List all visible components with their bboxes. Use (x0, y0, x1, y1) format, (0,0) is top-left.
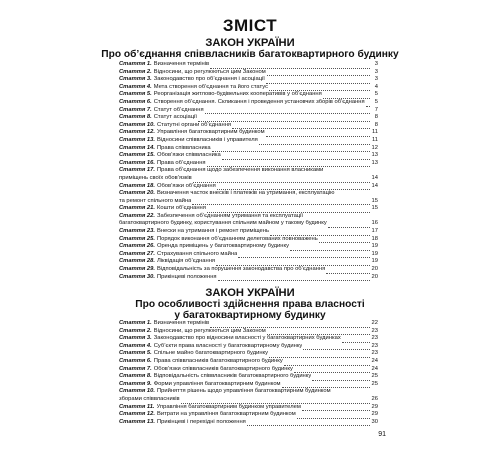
page-ref: 3 (374, 68, 378, 75)
page-ref: 19 (371, 243, 378, 250)
page-ref: 22 (371, 320, 378, 326)
article-title: Відносини, що регулюються цим Законом (153, 68, 266, 75)
article-number: Стаття 16. (119, 159, 155, 166)
toc-entry-line (119, 175, 378, 183)
toc-entry (119, 183, 378, 191)
toc-entry (119, 411, 378, 419)
article-title: Обов’язки співвласників багатоквартирного будинку (153, 365, 293, 372)
toc-entry (119, 167, 378, 182)
article-title-continued: та ремонт спільного майна (119, 197, 192, 204)
dot-leader (266, 78, 370, 84)
article-number: Стаття 1. (119, 61, 152, 67)
page-ref: 14 (371, 174, 378, 181)
dot-leader (218, 275, 370, 281)
toc-entry (119, 243, 378, 251)
article-number: Стаття 9. (119, 380, 152, 387)
article-number: Стаття 22. (119, 212, 155, 219)
dot-leader (342, 337, 370, 343)
toc-entry (119, 91, 378, 99)
article-title: Забезпечення об’єднанням утримання та експлуатації (156, 212, 304, 219)
article-title: Суб’єкти права власності у багатоквартирному будинку (153, 342, 303, 349)
page-ref: 5 (374, 91, 378, 98)
article-title: Створення об’єднання. Скликання і проведення установчих зборів об’єднання (153, 98, 365, 105)
page-ref: 13 (371, 159, 378, 166)
dot-leader (247, 420, 370, 426)
page-ref: 15 (371, 197, 378, 204)
page-ref: 23 (371, 342, 378, 349)
article-title: Управління багатоквартирним будинком (156, 129, 265, 136)
toc-entry (119, 61, 378, 69)
page-ref: 11 (371, 129, 378, 136)
page-ref: 25 (371, 373, 378, 380)
dot-leader (319, 237, 370, 243)
law1-subtitle: Про об’єднання співвласників багатоквартирного будинку (101, 49, 399, 60)
toc-entry (119, 190, 378, 205)
page-ref: 8 (374, 114, 378, 121)
law2-header (40, 288, 460, 321)
page-ref: 17 (371, 228, 378, 235)
article-title: Спільне майно багатоквартирного будинку (153, 350, 269, 357)
article-number: Стаття 1. (119, 320, 152, 326)
toc-entry (119, 205, 378, 213)
toc-entry (119, 114, 378, 122)
page-ref: 25 (371, 380, 378, 387)
dot-leader (297, 413, 370, 419)
article-title: Визначення часток внесків і платежів на утримання, експлуатацію (156, 190, 335, 197)
toc-entry (119, 258, 378, 266)
toc-entry (119, 160, 378, 168)
dot-leader (238, 252, 370, 258)
toc-entry (119, 69, 378, 77)
toc-entry (119, 145, 378, 153)
law2-subtitle: Про особливості здійснення права власності (135, 299, 365, 310)
page-ref: 16 (371, 220, 378, 227)
toc-entry-line (119, 220, 378, 228)
dot-leader (193, 177, 370, 183)
article-number: Стаття 2. (119, 327, 152, 334)
dot-leader (302, 405, 370, 411)
article-number: Стаття 7. (119, 365, 152, 372)
article-title: Мета створення об’єднання та його статус (153, 83, 268, 90)
toc-entry-line (119, 190, 378, 198)
page-ref: 19 (371, 250, 378, 257)
page-ref: 12 (371, 144, 378, 151)
article-number: Стаття 10. (119, 388, 155, 395)
toc-entry (119, 266, 378, 274)
toc-entry (119, 122, 378, 130)
article-title: Законодавство про відносини власності у багатоквартирних будинках (153, 335, 341, 342)
page-ref: 24 (371, 357, 378, 364)
article-title: Обов’язки співвласника (156, 152, 221, 159)
article-title: Прийняття рішень щодо управління багатоквартирним будинком (156, 388, 331, 395)
law2-toc-list (119, 320, 378, 426)
article-number: Стаття 6. (119, 357, 152, 364)
toc-entry (119, 320, 378, 328)
article-title: Статут об’єднання (153, 106, 204, 113)
page-ref: 3 (374, 61, 378, 67)
article-number: Стаття 3. (119, 335, 152, 342)
article-title: Права співвласника (156, 144, 211, 151)
article-title: Права об’єднання щодо забезпечення виконання власниками (156, 167, 324, 174)
article-number: Стаття 5. (119, 350, 152, 357)
page-ref: 23 (371, 350, 378, 357)
article-number: Стаття 12. (119, 129, 155, 136)
article-title: Статут асоціації (153, 114, 197, 121)
law1-heading: ЗАКОН УКРАЇНИ (205, 37, 295, 49)
article-number: Стаття 5. (119, 91, 152, 98)
toc-entry (119, 213, 378, 228)
article-number: Стаття 27. (119, 250, 155, 257)
article-number: Стаття 29. (119, 266, 155, 273)
toc-entry (119, 328, 378, 336)
dot-leader (266, 131, 370, 137)
toc-entry (119, 107, 378, 115)
page-ref: 15 (371, 205, 378, 212)
toc-entry (119, 228, 378, 236)
article-number: Стаття 26. (119, 243, 155, 250)
law1-header (40, 38, 460, 60)
dot-leader (290, 245, 370, 251)
page-ref: 30 (371, 418, 378, 425)
article-number: Стаття 20. (119, 190, 155, 197)
dot-leader (205, 108, 370, 114)
toc-entry (119, 274, 378, 282)
toc-entry-line (119, 213, 378, 221)
toc-entry (119, 373, 378, 381)
article-title: Кошти об’єднання (156, 205, 206, 212)
dot-leader (259, 139, 370, 145)
toc-entry (119, 152, 378, 160)
dot-leader (303, 344, 370, 350)
page-ref: 23 (371, 327, 378, 334)
dot-leader (328, 222, 370, 228)
page-ref: 18 (371, 235, 378, 242)
article-number: Стаття 21. (119, 205, 155, 212)
page-ref: 24 (371, 365, 378, 372)
dot-leader (222, 154, 370, 160)
law2-heading: ЗАКОН УКРАЇНИ (205, 287, 295, 299)
article-number: Стаття 13. (119, 418, 155, 425)
article-title: Статутні органи об’єднання (156, 121, 232, 128)
article-number: Стаття 13. (119, 136, 155, 143)
article-number: Стаття 8. (119, 114, 152, 121)
article-number: Стаття 6. (119, 98, 152, 105)
article-title: Внески на утримання і ремонт приміщень (156, 228, 270, 235)
article-number: Стаття 4. (119, 83, 152, 90)
page-ref: 14 (371, 182, 378, 189)
toc-entry (119, 129, 378, 137)
article-title: Відносини співвласників і управителя (156, 136, 258, 143)
toc-entry-line (119, 198, 378, 206)
dot-leader (192, 199, 370, 205)
article-title: Відповідальність за порушення законодавства про об’єднання (156, 266, 326, 273)
article-number: Стаття 2. (119, 68, 152, 75)
article-number: Стаття 17. (119, 167, 155, 174)
toc-entry (119, 350, 378, 358)
article-number: Стаття 14. (119, 144, 155, 151)
article-number: Стаття 4. (119, 342, 152, 349)
toc-entry (119, 251, 378, 259)
article-title-continued: приміщень своїх обов’язків (119, 174, 192, 181)
page-title: ЗМІСТ (222, 16, 278, 35)
toc-entry (119, 84, 378, 92)
article-title: Прикінцеві і перехідні положення (156, 418, 246, 425)
page-ref: 26 (371, 395, 378, 402)
article-number: Стаття 15. (119, 152, 155, 159)
dot-leader (212, 146, 370, 152)
article-number: Стаття 8. (119, 373, 152, 380)
page-ref: 23 (371, 335, 378, 342)
toc-entry-line (119, 167, 378, 175)
article-number: Стаття 10. (119, 121, 155, 128)
toc-entry (119, 137, 378, 145)
article-title-continued: багатоквартирного будинку, користування спільним майном у такому будинку (119, 220, 327, 227)
page-ref: 7 (374, 106, 378, 113)
article-title: Витрати на управління багатоквартирним будинком (156, 411, 296, 418)
article-title: Визначення термінів (153, 61, 210, 67)
article-number: Стаття 23. (119, 228, 155, 235)
page-ref: 20 (371, 273, 378, 280)
article-number: Стаття 28. (119, 258, 155, 265)
article-title: Порядок виконання об’єднанням делегованих повноважень (156, 235, 318, 242)
article-number: Стаття 30. (119, 273, 155, 280)
article-title: Відповідальність співвласників багатоквартирного будинку (153, 373, 312, 380)
article-title: Прикінцеві положення (156, 273, 217, 280)
page-ref: 20 (371, 266, 378, 273)
article-title: Реорганізація житлово-будівельних кооперативів у об’єднання (153, 91, 322, 98)
dot-leader (284, 360, 370, 366)
toc-entry-line (119, 396, 378, 404)
toc-entry (119, 404, 378, 412)
article-number: Стаття 25. (119, 235, 155, 242)
article-title: Оренда приміщень у багатоквартирному будинку (156, 243, 289, 250)
toc-entry (119, 419, 378, 427)
toc-entry (119, 366, 378, 374)
toc-entry (119, 388, 378, 403)
page-ref: 4 (374, 83, 378, 90)
law2-subtitle-line2: у багатоквартирному будинку (174, 310, 326, 321)
page-ref: 11 (371, 136, 378, 143)
dot-leader (267, 70, 370, 76)
page-ref: 13 (371, 152, 378, 159)
article-title: Ліквідація об’єднання (156, 258, 216, 265)
dot-leader (326, 268, 370, 274)
toc-entry (119, 76, 378, 84)
article-number: Стаття 3. (119, 76, 152, 83)
dot-leader (269, 352, 370, 358)
toc-entry (119, 343, 378, 351)
article-title: Форми управління багатоквартирним будинком (153, 380, 281, 387)
toc-entry (119, 358, 378, 366)
law1-toc-list (119, 61, 378, 281)
article-title: Визначення термінів (153, 320, 210, 326)
page-ref: 19 (371, 258, 378, 265)
article-title: Управління багатоквартирним будинком управителем (156, 403, 301, 410)
toc-entry (119, 335, 378, 343)
toc-entry-line (119, 388, 378, 396)
article-number: Стаття 7. (119, 106, 152, 113)
page-ref: 29 (371, 403, 378, 410)
article-number: Стаття 12. (119, 411, 155, 418)
page-ref: 8 (374, 121, 378, 128)
page-ref: 29 (371, 411, 378, 418)
article-title: Права об’єднання (156, 159, 206, 166)
page-number: 91 (378, 431, 386, 438)
article-title: Обов’язки об’єднання (156, 182, 216, 189)
article-title-continued: зборами співвласників (119, 395, 180, 402)
toc-entry (119, 236, 378, 244)
dot-leader (312, 375, 370, 381)
article-title: Законодавство про об’єднання і асоціації (153, 76, 265, 83)
page-ref: 5 (374, 98, 378, 105)
article-number: Стаття 11. (119, 403, 155, 410)
article-title: Відносини, що регулюються цим Законом (153, 327, 266, 334)
article-title: Права співвласників багатоквартирного будинку (153, 357, 283, 364)
page-ref: 3 (374, 76, 378, 83)
dot-leader (366, 101, 370, 107)
article-title: Страхування спільного майна (156, 250, 238, 257)
toc-entry (119, 99, 378, 107)
article-number: Стаття 18. (119, 182, 155, 189)
